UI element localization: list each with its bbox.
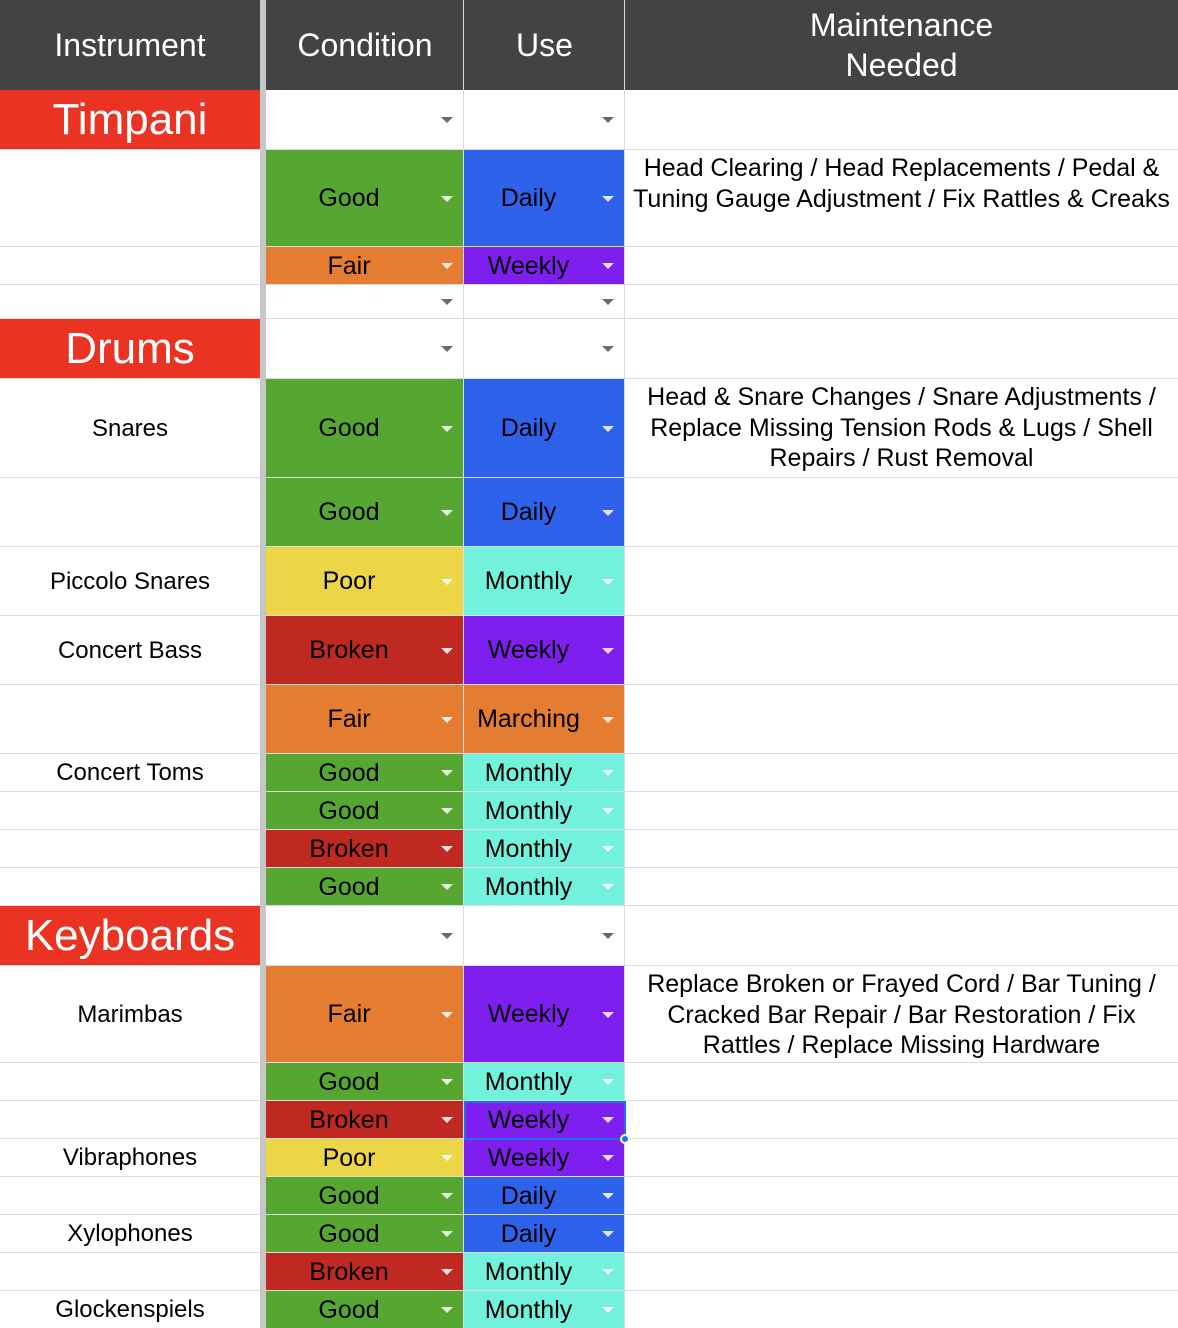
dropdown-arrow-icon[interactable] [441,846,453,852]
maintenance-text: Head & Snare Changes / Snare Adjustments / Replace Missing Tension Rods & Lugs / Shell Repairs / Rust Removal [647,383,1156,472]
use-dropdown[interactable] [464,1253,625,1291]
condition-value: Broken [309,636,389,664]
dropdown-arrow-icon[interactable] [441,648,453,654]
dropdown-arrow-icon[interactable] [441,884,453,890]
condition-dropdown[interactable] [266,1291,464,1328]
dropdown-arrow-icon[interactable] [441,346,453,352]
condition-dropdown[interactable] [266,547,464,616]
dropdown-arrow-icon[interactable] [441,579,453,585]
condition-dropdown[interactable] [266,1063,464,1101]
instrument-cell[interactable] [0,616,260,685]
use-value: Monthly [484,1067,573,1096]
instrument-cell[interactable] [0,754,260,792]
use-value: Monthly [484,567,573,595]
section-title-cell[interactable] [0,90,260,150]
use-dropdown[interactable] [464,319,625,379]
use-dropdown[interactable] [464,547,625,616]
use-dropdown[interactable] [464,379,625,478]
use-value: Monthly [484,1257,573,1286]
condition-value: Poor [322,1143,376,1172]
use-value: Weekly [487,251,570,280]
instrument-cell[interactable] [0,868,260,906]
condition-dropdown[interactable] [266,478,464,547]
dropdown-arrow-icon[interactable] [441,117,453,123]
maintenance-cell[interactable] [625,379,1178,478]
use-dropdown[interactable] [464,685,625,754]
dropdown-arrow-icon[interactable] [602,299,614,305]
maintenance-cell[interactable] [625,1291,1178,1328]
dropdown-arrow-icon[interactable] [602,1079,614,1085]
instrument-cell[interactable] [0,1215,260,1253]
use-dropdown[interactable] [464,247,625,285]
header-maintenance-label: Maintenance Needed [809,7,994,83]
use-value: Monthly [484,1295,573,1324]
dropdown-arrow-icon[interactable] [602,1193,614,1199]
dropdown-arrow-icon[interactable] [441,933,453,939]
dropdown-arrow-icon[interactable] [602,579,614,585]
condition-dropdown[interactable] [266,792,464,830]
header-condition-label: Condition [297,27,433,63]
instrument-name: Piccolo Snares [49,567,211,595]
dropdown-arrow-icon[interactable] [602,770,614,776]
maintenance-cell[interactable] [625,906,1178,966]
condition-value: Good [318,1067,380,1096]
maintenance-cell[interactable] [625,754,1178,792]
column-gridline [463,0,464,1328]
instrument-cell[interactable] [0,1139,260,1177]
instrument-cell[interactable] [0,379,260,478]
condition-dropdown[interactable] [266,150,464,247]
dropdown-arrow-icon[interactable] [602,510,614,516]
condition-value: Good [318,872,380,901]
use-dropdown[interactable] [464,792,625,830]
use-dropdown[interactable] [464,1291,625,1328]
fill-handle[interactable] [620,1134,630,1144]
condition-dropdown[interactable] [266,1139,464,1177]
condition-dropdown[interactable] [266,616,464,685]
use-value: Weekly [487,1105,570,1134]
use-dropdown[interactable] [464,906,625,966]
use-dropdown[interactable] [464,1063,625,1101]
maintenance-cell[interactable] [625,830,1178,868]
dropdown-arrow-icon[interactable] [602,717,614,723]
use-value: Daily [500,1181,557,1210]
section-title: Timpani [52,95,208,144]
instrument-cell[interactable] [0,830,260,868]
dropdown-arrow-icon[interactable] [441,299,453,305]
dropdown-arrow-icon[interactable] [441,510,453,516]
condition-dropdown[interactable] [266,1215,464,1253]
maintenance-cell[interactable] [625,478,1178,547]
maintenance-cell[interactable] [625,547,1178,616]
condition-value: Broken [309,834,389,863]
instrument-cell[interactable] [0,478,260,547]
use-value: Weekly [487,636,570,664]
frozen-column-divider[interactable] [260,0,266,1328]
condition-dropdown[interactable] [266,906,464,966]
condition-dropdown[interactable] [266,868,464,906]
condition-value: Good [318,1219,380,1248]
instrument-cell[interactable] [0,792,260,830]
use-dropdown[interactable] [464,150,625,247]
maintenance-cell[interactable] [625,1139,1178,1177]
use-dropdown[interactable] [464,1139,625,1177]
instrument-name: Concert Toms [56,759,204,786]
maintenance-cell[interactable] [625,685,1178,754]
dropdown-arrow-icon[interactable] [602,846,614,852]
header-use-label: Use [516,27,573,63]
maintenance-cell[interactable] [625,792,1178,830]
dropdown-arrow-icon[interactable] [602,648,614,654]
dropdown-arrow-icon[interactable] [441,196,453,202]
dropdown-arrow-icon[interactable] [441,770,453,776]
dropdown-arrow-icon[interactable] [441,1193,453,1199]
dropdown-arrow-icon[interactable] [441,1079,453,1085]
condition-value: Broken [309,1257,389,1286]
instrument-cell[interactable] [0,966,260,1063]
instrument-cell[interactable] [0,547,260,616]
instrument-cell[interactable] [0,150,260,247]
use-dropdown[interactable] [464,616,625,685]
maintenance-cell[interactable] [625,285,1178,319]
instrument-cell[interactable] [0,1101,260,1139]
condition-value: Good [318,1295,380,1324]
maintenance-cell[interactable] [625,616,1178,685]
use-dropdown[interactable] [464,478,625,547]
instrument-name: Glockenspiels [55,1296,205,1323]
dropdown-arrow-icon[interactable] [602,1012,614,1018]
dropdown-arrow-icon[interactable] [602,808,614,814]
dropdown-arrow-icon[interactable] [602,196,614,202]
header-condition[interactable] [266,0,464,90]
condition-value: Good [318,414,380,442]
dropdown-arrow-icon[interactable] [441,808,453,814]
maintenance-cell[interactable] [625,1101,1178,1139]
condition-dropdown[interactable] [266,319,464,379]
instrument-cell[interactable] [0,685,260,754]
maintenance-cell[interactable] [625,247,1178,285]
maintenance-cell[interactable] [625,1253,1178,1291]
use-value: Daily [500,184,557,212]
condition-value: Fair [327,1000,371,1028]
use-dropdown[interactable] [464,1177,625,1215]
use-dropdown[interactable] [464,754,625,792]
header-instrument[interactable] [0,0,260,90]
condition-value: Fair [327,251,371,280]
condition-dropdown[interactable] [266,90,464,150]
instrument-cell[interactable] [0,1291,260,1328]
maintenance-cell[interactable] [625,966,1178,1063]
dropdown-arrow-icon[interactable] [441,263,453,269]
use-dropdown[interactable] [464,966,625,1063]
section-title: Keyboards [24,911,236,960]
instrument-cell[interactable] [0,285,260,319]
condition-value: Good [318,1181,380,1210]
dropdown-arrow-icon[interactable] [441,1307,453,1313]
dropdown-arrow-icon[interactable] [602,1307,614,1313]
dropdown-arrow-icon[interactable] [441,1231,453,1237]
condition-dropdown[interactable] [266,1101,464,1139]
condition-dropdown[interactable] [266,966,464,1063]
instrument-cell[interactable] [0,1253,260,1291]
maintenance-cell[interactable] [625,90,1178,150]
dropdown-arrow-icon[interactable] [602,1155,614,1161]
dropdown-arrow-icon[interactable] [602,346,614,352]
dropdown-arrow-icon[interactable] [602,933,614,939]
header-instrument-label: Instrument [54,27,206,63]
condition-value: Good [318,758,380,787]
condition-value: Poor [322,567,376,595]
section-title: Drums [65,324,195,373]
condition-dropdown[interactable] [266,1177,464,1215]
dropdown-arrow-icon[interactable] [602,263,614,269]
condition-dropdown[interactable] [266,379,464,478]
dropdown-arrow-icon[interactable] [441,1155,453,1161]
maintenance-cell[interactable] [625,1063,1178,1101]
maintenance-cell[interactable] [625,150,1178,247]
use-dropdown[interactable] [464,90,625,150]
condition-dropdown[interactable] [266,247,464,285]
instrument-name: Concert Bass [57,636,203,664]
use-dropdown[interactable] [464,285,625,319]
maintenance-cell[interactable] [625,1215,1178,1253]
instrument-name: Marimbas [77,1000,183,1028]
dropdown-arrow-icon[interactable] [602,1231,614,1237]
section-title-cell[interactable] [0,906,260,966]
maintenance-cell[interactable] [625,1177,1178,1215]
dropdown-arrow-icon[interactable] [602,426,614,432]
instrument-name: Vibraphones [62,1144,198,1171]
use-dropdown[interactable] [464,1215,625,1253]
use-value: Monthly [484,834,573,863]
maintenance-cell[interactable] [625,868,1178,906]
dropdown-arrow-icon[interactable] [441,1269,453,1275]
dropdown-arrow-icon[interactable] [602,884,614,890]
use-value: Daily [500,414,557,442]
use-dropdown[interactable] [464,830,625,868]
dropdown-arrow-icon[interactable] [602,1117,614,1123]
condition-value: Fair [327,705,371,733]
use-value: Monthly [484,758,573,787]
use-value: Weekly [487,1000,570,1028]
condition-value: Broken [309,1105,389,1134]
condition-dropdown[interactable] [266,285,464,319]
use-value: Marching [477,705,580,733]
condition-value: Good [318,498,380,526]
header-maintenance[interactable] [625,0,1178,90]
dropdown-arrow-icon[interactable] [602,117,614,123]
column-gridline [624,0,625,1328]
dropdown-arrow-icon[interactable] [441,1012,453,1018]
condition-dropdown[interactable] [266,685,464,754]
use-value: Monthly [484,796,573,825]
condition-value: Good [318,796,380,825]
use-dropdown[interactable] [464,1101,625,1139]
dropdown-arrow-icon[interactable] [441,717,453,723]
instrument-name: Snares [91,414,169,442]
use-dropdown[interactable] [464,868,625,906]
condition-dropdown[interactable] [266,830,464,868]
header-use[interactable] [464,0,625,90]
use-value: Weekly [487,1143,570,1172]
instrument-cell[interactable] [0,1177,260,1215]
maintenance-text: Head Clearing / Head Replacements / Pedal & Tuning Gauge Adjustment / Fix Rattles & Creaks [633,154,1170,213]
condition-dropdown[interactable] [266,754,464,792]
condition-value: Good [318,184,380,212]
instrument-cell[interactable] [0,247,260,285]
dropdown-arrow-icon[interactable] [441,1117,453,1123]
instrument-name: Xylophones [67,1220,193,1247]
maintenance-cell[interactable] [625,319,1178,379]
section-title-cell[interactable] [0,319,260,379]
use-value: Daily [500,498,557,526]
use-value: Monthly [484,872,573,901]
use-value: Daily [500,1219,557,1248]
dropdown-arrow-icon[interactable] [602,1269,614,1275]
condition-dropdown[interactable] [266,1253,464,1291]
instrument-cell[interactable] [0,1063,260,1101]
dropdown-arrow-icon[interactable] [441,426,453,432]
maintenance-text: Replace Broken or Frayed Cord / Bar Tuning / Cracked Bar Repair / Bar Restoration / Fix Rattles / Replace Missing Hardware [647,970,1156,1059]
